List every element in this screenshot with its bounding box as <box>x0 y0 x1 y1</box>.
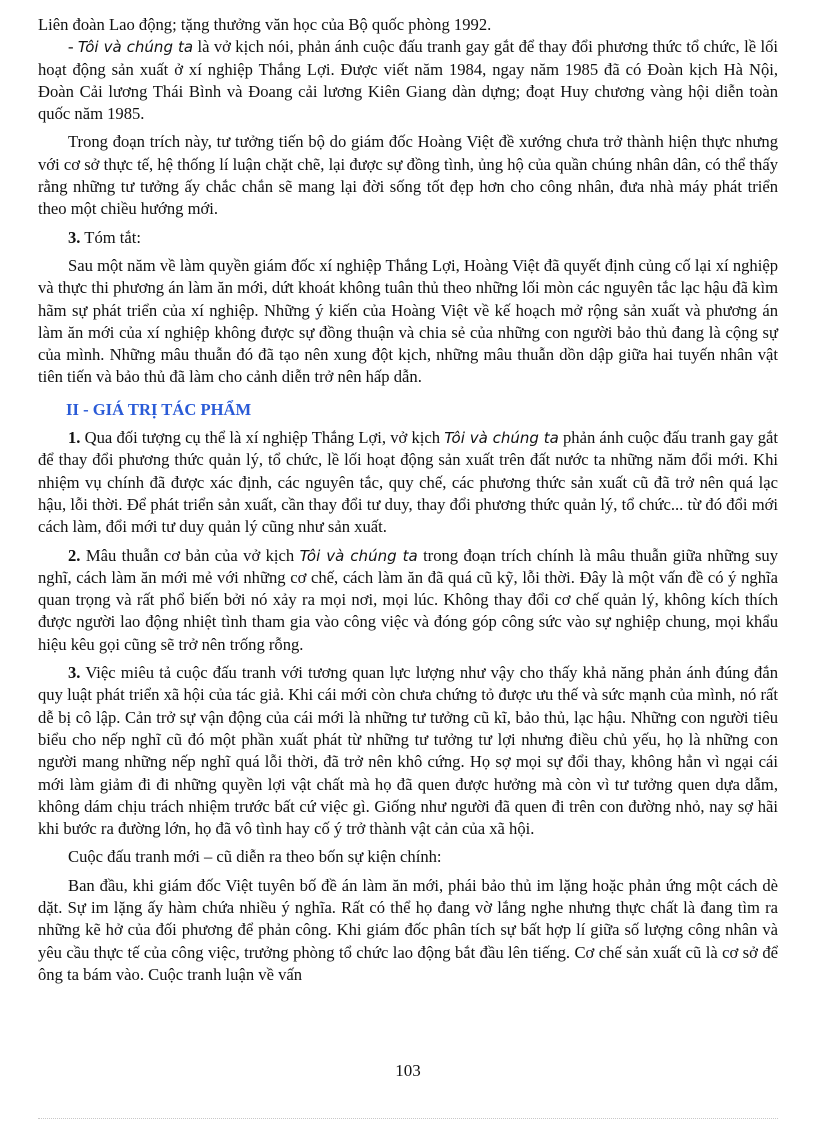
paragraph-value-1 <box>38 427 778 538</box>
play-title: Tôi và chúng ta <box>299 546 418 565</box>
paragraph-four-events: Cuộc đấu tranh mới – cũ diễn ra theo bốn sự kiện chính: <box>68 847 442 867</box>
paragraph-value-2 <box>38 545 778 656</box>
paragraph-summary: Sau một năm về làm quyền giám đốc xí nghiệp Thắng Lợi, Hoàng Việt đã quyết định củng cố lại xí nghiệp và thực thi phương án làm ăn mới, dứt khoát không tuân thủ theo những lối mòn các nguyên tắc lạc hậu đã kìm hãm sự phát triển của xí nghiệp. Những ý kiến của Hoàng Việt về kế hoạch mở rộng sản xuất và phương án làm ăn mới của xí nghiệp không được sự đồng thuận và chia sẻ của những con người bảo thủ đang là cộng sự của mình. Những mâu thuẫn đó đã tạo nên xung đột kịch, những mâu thuẫn dồn dập giữa hai tuyến nhân vật tiên tiến và bảo thủ đã làm cho cảnh diễn trở nên hấp dẫn. <box>38 255 778 387</box>
paragraph-value-3 <box>38 662 778 840</box>
footer-divider <box>38 1118 778 1119</box>
paragraph-awards-continued: Liên đoàn Lao động; tặng thưởng văn học của Bộ quốc phòng 1992. <box>38 15 492 34</box>
section-heading-value: II - GIÁ TRỊ TÁC PHẨM <box>66 399 252 419</box>
item-number: 3. <box>68 663 81 683</box>
paragraph-text: là vở kịch nói, phản ánh cuộc đấu tranh gay gắt để thay đổi phương thức tổ chức, lề lối hoạt động sản xuất ở xí nghiệp Thắng Lợi. Được viết năm 1984, ngay năm 1985 đã có Đoàn kịch Hà Nội, Đoàn Cải lương Thái Bình và Đoang cải lương Kiên Giang dàn dựng; đoạt Huy chương vàng hội diễn toàn quốc năm 1985. <box>38 37 778 124</box>
paragraph-first-event: Ban đầu, khi giám đốc Việt tuyên bố đề án làm ăn mới, phái bảo thủ im lặng hoặc phản ứng một cách dè dặt. Sự im lặng ấy hàm chứa nhiều ý nghĩa. Rất có thể họ đang vờ lắng nghe nhưng thực chất là đang tìm ra những kẽ hở của đối phương để phản công. Khi giám đốc phân tích sự bất hợp lí giữa số lượng công nhân và yêu cầu thực tế của công việc, trưởng phòng tổ chức lao động bắt đầu lên tiếng. Cơ chế sản xuất cũ là cơ sở để ông ta bám vào. Cuộc tranh luận về vấn <box>38 875 778 984</box>
paragraph-text: trong đoạn trích chính là mâu thuẫn giữa những suy nghĩ, cách làm ăn mới mẻ với những cơ chế, cách làm ăn đã quá cũ kỹ, lỗi thời. Đây là một vấn đề có ý nghĩa quan trọng và rất phổ biến bởi nó xảy ra mọi nơi, mọi lúc. Không thay đổi cơ chế quản lý, không kích thích được người lao động nhiệt tình tham gia vào công việc và đóng góp công sức vào sự nghiệp chung, mọi khẩu hiệu kêu gọi cũng sẽ trở nên trống rỗng. <box>38 545 778 654</box>
item-number: 2. <box>68 545 81 565</box>
paragraph-excerpt-ideas: Trong đoạn trích này, tư tưởng tiến bộ do giám đốc Hoàng Việt đề xướng chưa trở thành hiện thực nhưng với cơ sở thực tế, hệ thống lí luận chặt chẽ, lại được sự đồng tình, ủng hộ của quần chúng nhân dân, có thể thấy rằng những tư tưởng ấy chắc chắn sẽ mang lại đời sống tốt đẹp hơn cho công nhân, đưa nhà máy phát triển theo một chiều hướng mới. <box>38 132 778 219</box>
section-number: 3. <box>68 227 81 247</box>
play-title: Tôi và chúng ta <box>77 38 194 57</box>
paragraph-text: Việc miêu tả cuộc đấu tranh với tương quan lực lượng như vậy cho thấy khả năng phản ánh đúng đắn quy luật phát triển xã hội của tác giả. Khi cái mới còn chưa chứng tỏ được ưu thế và sức mạnh của mình, nó rất dễ bị cô lập. Cản trở sự vận động của cái mới là những tư tưởng cũ kĩ, bảo thủ, lạc hậu. Những con người tiêu biểu cho nếp nghĩ cũ đó một phần xuất phát từ những tư tưởng tư lợi nhưng điều chủ yếu, họ là những con người mang những nếp nghĩ quá lỗi thời, đã trở nên khô cứng. Họ sợ mọi sự đổi thay, không hẳn vì ngại cái mới làm giảm đi đi những quyền lợi vật chất mà họ đã quen được hưởng mà còn vì tư tưởng quen dựa dẫm, không dám chịu trách nhiệm trước bất cứ việc gì. Giống như người đã quen đi trên con đường nhỏ, nay sợ hãi khi bước ra đường lớn, họ đã vô tình hay cố ý trở thành vật cản của xã hội. <box>38 663 778 839</box>
paragraph-text: Qua đối tượng cụ thể là xí nghiệp Thắng Lợi, vở kịch <box>80 428 445 448</box>
paragraph-text: Mâu thuẫn cơ bản của vở kịch <box>80 545 300 565</box>
play-title: Tôi và chúng ta <box>444 429 559 448</box>
section-summary-label <box>38 227 778 249</box>
paragraph-play-summary <box>38 36 778 125</box>
paragraph-text: phản ánh cuộc đấu tranh gay gắt để thay đổi phương thức quản lý, tổ chức, lề lối hoạt động sản xuất trên đất nước ta những năm đổi mới. Khi nhiệm vụ chính đã được xác định, các nguyên tắc, quy chế, các phương thức sản xuất cũ đã trở nên quá lạc hậu, lỗi thời. Để phát triển sản xuất, cần thay đổi tư duy, thay đổi phương thức quản lý, tổ chức... từ đó đổi mới cách làm, đổi mới tư duy quản lý cũng như sản xuất. <box>38 428 778 537</box>
section-label: Tóm tắt: <box>80 227 141 247</box>
dash-prefix: - <box>68 37 78 57</box>
document-body <box>38 14 778 986</box>
item-number: 1. <box>68 428 81 448</box>
page-number: 103 <box>395 1061 421 1080</box>
